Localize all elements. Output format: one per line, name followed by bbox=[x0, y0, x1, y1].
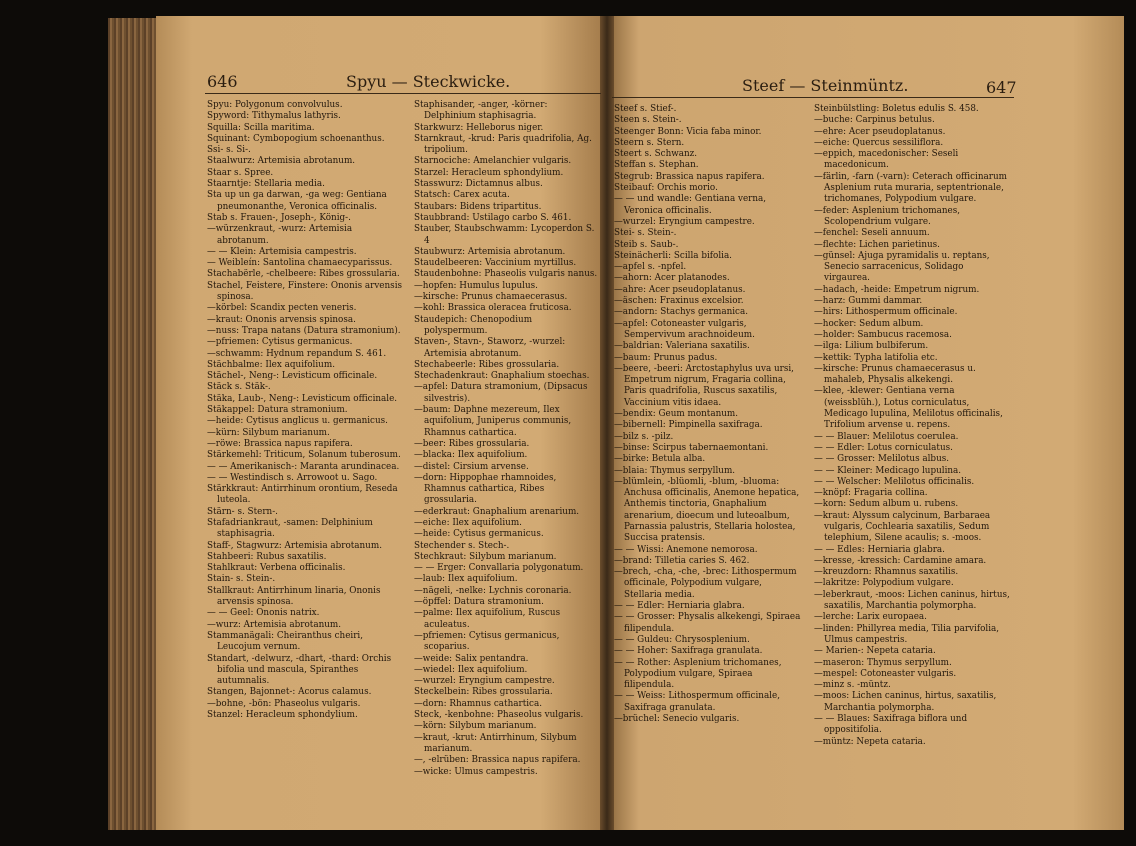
dictionary-entry: —dorn: Rhamnus cathartica. bbox=[414, 698, 543, 709]
dictionary-entry: —knöpf: Fragaria collina. bbox=[814, 488, 928, 499]
dictionary-entry: —röwe: Brassica napus rapifera. bbox=[207, 438, 353, 449]
dictionary-entry: Stäck s. Stäk-. bbox=[207, 382, 271, 393]
dictionary-entry: Steibauf: Orchis morio. bbox=[614, 183, 718, 194]
dictionary-entry: —maseron: Thymus serpyllum. bbox=[814, 657, 952, 668]
dictionary-entry: —kirsche: Prunus chamaecerasus u. mahaleb, Physalis alkekengi. bbox=[814, 363, 976, 386]
dictionary-entry: — — Erger: Convallaria polygonatum. bbox=[414, 563, 584, 574]
dictionary-entry: Steib s. Saub-. bbox=[614, 239, 679, 250]
dictionary-entry: Starnkraut, -krud: Paris quadrifolia, Ag. tripolium. bbox=[414, 133, 592, 156]
dictionary-entry: — — Kleiner: Medicago lupulina. bbox=[814, 465, 962, 476]
dictionary-entry: Steenger Bonn: Vicia faba minor. bbox=[614, 126, 762, 137]
dictionary-entry: —baum: Prunus padus. bbox=[614, 352, 718, 363]
dictionary-entry: —öpffel: Datura stramonium. bbox=[414, 597, 544, 608]
dictionary-entry: Staudenbohne: Phaseolis vulgaris nanus. bbox=[414, 269, 598, 280]
dictionary-entry: —holder: Sambucus racemosa. bbox=[814, 329, 952, 340]
dictionary-entry: —heide: Cytisus germanicus. bbox=[414, 529, 544, 540]
left-running-head: Spyu — Steckwicke. bbox=[346, 72, 511, 91]
dictionary-entry: Steinächerli: Scilla bifolia. bbox=[614, 250, 732, 261]
dictionary-entry: —körbel: Scandix pecten veneris. bbox=[207, 303, 357, 314]
dictionary-entry: —bendix: Geum montanum. bbox=[614, 409, 739, 420]
dictionary-entry: —wurzel: Eryngium campestre. bbox=[414, 676, 555, 687]
dictionary-entry: — — Weiss: Lithospermum officinale, Saxifraga granulata. bbox=[614, 691, 780, 713]
dictionary-entry: Stegrub: Brassica napus rapifera. bbox=[614, 171, 765, 182]
dictionary-entry: —wicke: Ulmus campestris. bbox=[414, 766, 538, 777]
dictionary-entry: Stafadriankraut, -samen: Delphinium staphisagria. bbox=[207, 517, 373, 540]
dictionary-entry: —buche: Carpinus betulus. bbox=[814, 115, 935, 126]
dictionary-entry: —bibernell: Pimpinella saxifraga. bbox=[614, 420, 763, 431]
dictionary-entry: —kirsche: Prunus chamaecerasus. bbox=[414, 292, 568, 303]
dictionary-entry: Stäkappel: Datura stramonium. bbox=[207, 405, 348, 416]
dictionary-entry: Steffan s. Stephan. bbox=[614, 160, 699, 171]
dictionary-entry: —beere, -beeri: Arctostaphylus uva ursi, Empetrum nigrum, Fragaria collina, Paris quadrifolia, Ruscus saxatilis, Vaccinium vitis idaea. bbox=[614, 363, 794, 408]
dictionary-entry: —distel: Cirsium arvense. bbox=[414, 461, 529, 472]
left-column-1 bbox=[207, 100, 405, 721]
dictionary-entry: Stachabërle, -chelbeere: Ribes grossularia. bbox=[207, 269, 400, 280]
dictionary-entry: Stechender s. Stech-. bbox=[414, 540, 510, 551]
dictionary-entry: —kraut: Alyssum calycinum, Barbaraea vulgaris, Cochlearia saxatilis, Sedum telephium, Silene acaulis; s. -moos. bbox=[814, 510, 991, 544]
dictionary-entry: —brech, -cha, -che, -brec: Lithospermum officinale, Polypodium vulgare, Stellaria media. bbox=[614, 567, 797, 600]
dictionary-entry: Stallkraut: Antirrhinum linaria, Ononis arvensis spinosa. bbox=[207, 585, 381, 608]
dictionary-entry: — — Grosser: Melilotus albus. bbox=[814, 454, 950, 465]
dictionary-entry: Steef s. Stief-. bbox=[614, 104, 677, 114]
dictionary-entry: —bilz s. -pilz. bbox=[614, 431, 674, 442]
dictionary-entry: Stechabeerle: Ribes grossularia. bbox=[414, 359, 560, 370]
dictionary-entry: —feder: Asplenium trichomanes, Scolopendrium vulgare. bbox=[814, 205, 961, 227]
dictionary-entry: —lerche: Larix europaea. bbox=[814, 612, 927, 623]
dictionary-entry: —äschen: Fraxinus excelsior. bbox=[614, 296, 744, 307]
dictionary-entry: Starzel: Heracleum sphondylium. bbox=[414, 167, 564, 178]
dictionary-entry: —kresse, -kressich: Cardamine amara. bbox=[814, 555, 987, 566]
dictionary-entry: —heide: Cytisus anglicus u. germanicus. bbox=[207, 416, 388, 427]
page-edges bbox=[108, 18, 156, 830]
dictionary-entry: —körn: Silybum marianum. bbox=[414, 721, 537, 732]
right-column-2 bbox=[814, 104, 1012, 748]
dictionary-entry: — — Rother: Asplenium trichomanes, Polypodium vulgare, Spiraea filipendula. bbox=[614, 657, 782, 691]
dictionary-entry: —bohne, -bön: Phaseolus vulgaris. bbox=[207, 698, 361, 709]
dictionary-entry: Staar s. Spree. bbox=[207, 167, 274, 178]
dictionary-entry: —leberkraut, -moos: Lichen caninus, hirtus, saxatilis, Marchantia polymorpha. bbox=[814, 589, 1010, 612]
left-page-number: 646 bbox=[207, 72, 238, 91]
dictionary-entry: —apfel: Datura stramonium, (Dipsacus silvestris). bbox=[414, 382, 588, 404]
left-column-2 bbox=[414, 100, 598, 778]
dictionary-entry: —ilga: Lilium bulbiferum. bbox=[814, 341, 929, 352]
dictionary-entry: Stärkkraut: Antirrhinum orontium, Reseda luteola. bbox=[207, 484, 398, 506]
right-header-rule bbox=[612, 97, 1014, 98]
dictionary-entry: Stächel-, Neng-: Levisticum officinale. bbox=[207, 371, 378, 382]
dictionary-entry: —hopfen: Humulus lupulus. bbox=[414, 280, 538, 291]
dictionary-entry: —birke: Betula alba. bbox=[614, 454, 706, 465]
dictionary-entry: Staff-, Stagwurz: Artemisia abrotanum. bbox=[207, 540, 382, 551]
dictionary-entry: Stächbalme: Ilex aquifolium. bbox=[207, 359, 335, 370]
dictionary-entry: Stachel, Feistere, Finstere: Ononis arvensis spinosa. bbox=[207, 280, 403, 303]
dictionary-entry: —brand: Tilletia caries S. 462. bbox=[614, 555, 750, 566]
dictionary-entry: —nägeli, -nelke: Lychnis coronaria. bbox=[414, 585, 572, 596]
right-running-head: Steef — Steinmüntz. bbox=[742, 76, 909, 95]
right-page-number: 647 bbox=[986, 78, 1017, 97]
dictionary-entry: —ahre: Acer pseudoplatanus. bbox=[614, 284, 746, 295]
dictionary-entry: —linden: Phillyrea media, Tilia parvifolia, Ulmus campestris. bbox=[814, 623, 1000, 645]
dictionary-entry: —wiedel: Ilex aquifolium. bbox=[414, 664, 528, 675]
dictionary-entry: Staudерich: Chenopodium polyspermum. bbox=[414, 314, 533, 336]
dictionary-entry: — — Amerikanisch-: Maranta arundinacea. bbox=[207, 461, 400, 472]
dictionary-entry: —palme: Ilex aquifolium, Ruscus aculeatus. bbox=[414, 608, 561, 630]
dictionary-entry: Staalwurz: Artemisia abrotanum. bbox=[207, 156, 356, 167]
dictionary-entry: —pfriemen: Cytisus germanicus. bbox=[207, 337, 353, 348]
dictionary-entry: Stauber, Staubschwamm: Lycoperdon S. 4 bbox=[414, 224, 595, 246]
dictionary-entry: —baum: Daphne mezereum, Ilex aquifolium, Juniperus communis, Rhamnus cathartica. bbox=[414, 405, 572, 438]
dictionary-entry: —kettik: Typha latifolia etc. bbox=[814, 352, 938, 363]
dictionary-entry: Steinbülstling: Boletus edulis S. 458. bbox=[814, 104, 979, 114]
dictionary-entry: —dorn: Hippophae rhamnoides, Rhamnus cathartica, Ribes grossularia. bbox=[414, 472, 557, 506]
dictionary-entry: —fenchel: Seseli annuum. bbox=[814, 228, 930, 239]
dictionary-entry: Statsch: Carex acuta. bbox=[414, 190, 510, 201]
dictionary-entry: — — Blaues: Saxifraga biflora und oppositifolia. bbox=[814, 714, 968, 736]
dictionary-entry: —ahorn: Acer platanodes. bbox=[614, 273, 730, 284]
dictionary-entry: —würzenkraut, -wurz: Artemisia abrotanum. bbox=[207, 224, 353, 246]
dictionary-entry: Starkwurz: Helleborus niger. bbox=[414, 122, 544, 133]
dictionary-entry: —kreuzdorn: Rhamnus saxatilis. bbox=[814, 567, 959, 578]
dictionary-entry: Steert s. Schwanz. bbox=[614, 149, 698, 160]
dictionary-entry: —kohl: Brassica oleracea fruticosa. bbox=[414, 303, 572, 314]
dictionary-entry: Stammanägali: Cheiranthus cheiri, Leucojum vernum. bbox=[207, 630, 364, 653]
dictionary-entry: Starnociche: Amelanchier vulgaris. bbox=[414, 156, 572, 167]
dictionary-entry: Staven-, Stavn-, Staworz, -wurzel: Artemisia abrotanum. bbox=[414, 337, 566, 359]
dictionary-entry: Staubars: Bidens tripartitus. bbox=[414, 201, 542, 212]
dictionary-entry: Steen s. Stein-. bbox=[614, 115, 682, 126]
dictionary-entry: —apfel: Cotoneaster vulgaris, Sempervivum arachnoideum. bbox=[614, 318, 755, 340]
dictionary-entry: — — Wissi: Anemone nemorosa. bbox=[614, 544, 758, 555]
dictionary-entry: — — Edles: Herniaria glabra. bbox=[814, 544, 945, 555]
dictionary-entry: —blacka: Ilex aquifolium. bbox=[414, 450, 528, 461]
dictionary-entry: — — und wandle: Gentiana verna, Veronica officinalis. bbox=[614, 194, 767, 216]
dictionary-entry: Stahbeeri: Rubus saxatilis. bbox=[207, 551, 327, 562]
dictionary-entry: —schwamm: Hydnum repandum S. 461. bbox=[207, 348, 387, 359]
dictionary-entry: Stäka, Laub-, Neng-: Levisticum officinale. bbox=[207, 393, 398, 404]
dictionary-entry: —kraut, -krut: Antirrhinum, Silybum marianum. bbox=[414, 732, 577, 754]
dictionary-entry: Stei- s. Stein-. bbox=[614, 228, 677, 239]
dictionary-entry: —mespel: Cotoneaster vulgaris. bbox=[814, 668, 957, 679]
dictionary-entry: Squinant: Cymbopogium schoenanthus. bbox=[207, 133, 385, 144]
dictionary-entry: Staudelbeeren: Vaccinium myrtillus. bbox=[414, 258, 577, 269]
dictionary-entry: —pfriemen: Cytisus germanicus, scoparius. bbox=[414, 630, 560, 653]
dictionary-entry: —apfel s. -npfel. bbox=[614, 262, 687, 273]
dictionary-entry: —färlin, -farn (-varn): Ceterach officinarum Asplenium ruta muraria, septentrionale, trichomanes, Polypodium vulgare. bbox=[814, 171, 1007, 205]
dictionary-entry: Stechkraut: Silybum marianum. bbox=[414, 551, 557, 562]
dictionary-entry: —andorn: Stachys germanica. bbox=[614, 307, 749, 318]
dictionary-entry: —flechte: Lichen parietinus. bbox=[814, 239, 940, 250]
dictionary-entry: —harz: Gummi dammar. bbox=[814, 296, 923, 307]
book-gutter bbox=[600, 16, 614, 830]
dictionary-entry: Staubbrand: Ustilago carbo S. 461. bbox=[414, 212, 572, 223]
dictionary-entry: — — Welscher: Melilotus officinalis. bbox=[814, 476, 975, 487]
dictionary-entry: Stahlkraut: Verbena officinalis. bbox=[207, 563, 346, 574]
dictionary-entry: —baldrian: Valeriana saxatilis. bbox=[614, 341, 750, 352]
dictionary-entry: —kraut: Ononis arvensis spinosa. bbox=[207, 314, 356, 325]
dictionary-entry: —korn: Sedum album u. rubens. bbox=[814, 499, 959, 510]
dictionary-entry: — — Edler: Lotus corniculatus. bbox=[814, 442, 953, 453]
dictionary-entry: —müntz: Nepeta cataria. bbox=[814, 736, 926, 747]
dictionary-entry: —weide: Salix pentandra. bbox=[414, 653, 529, 664]
dictionary-entry: — — Klein: Artemisia campestris. bbox=[207, 246, 357, 257]
dictionary-entry: —hirs: Lithospermum officinale. bbox=[814, 307, 958, 318]
dictionary-entry: Spyu: Polygonum convolvulus. bbox=[207, 100, 343, 110]
dictionary-entry: Ssi- s. Si-. bbox=[207, 145, 251, 156]
dictionary-entry: —laub: Ilex aquifolium. bbox=[414, 574, 518, 585]
dictionary-entry: Steern s. Stern. bbox=[614, 137, 685, 148]
dictionary-entry: — — Hoher: Saxifraga granulata. bbox=[614, 646, 763, 657]
dictionary-entry: —kürn: Silybum marianum. bbox=[207, 427, 330, 438]
dictionary-entry: —nuss: Trapa natans (Datura stramonium). bbox=[207, 325, 401, 336]
dictionary-entry: —klee, -klewer: Gentiana verna (weissblüh.), Lotus corniculatus, Medicago lupulina, Melilotus officinalis, Trifolium arvense u. repens. bbox=[814, 386, 1003, 431]
dictionary-entry: —blaia: Thymus serpyllum. bbox=[614, 465, 736, 476]
dictionary-entry: —ehre: Acer pseudoplatanus. bbox=[814, 126, 946, 137]
dictionary-entry: —günsel: Ajuga pyramidalis u. reptans, Senecio sarracenicus, Solidago virgaurea. bbox=[814, 250, 990, 284]
dictionary-entry: —eppich, macedonischer: Seseli macedonicum. bbox=[814, 149, 959, 171]
dictionary-entry: —, -elrüben: Brassica napus rapifera. bbox=[414, 755, 581, 766]
dictionary-entry: — — Westindisch s. Arrowoot u. Sago. bbox=[207, 472, 378, 483]
dictionary-entry: —wurzel: Eryngium campestre. bbox=[614, 216, 755, 227]
dictionary-entry: —moos: Lichen caninus, hirtus, saxatilis, Marchantia polymorpha. bbox=[814, 691, 997, 713]
dictionary-entry: Stärkemehl: Triticum, Solanum tuberosum. bbox=[207, 450, 401, 461]
dictionary-entry: — — Blauer: Melilotus coerulea. bbox=[814, 431, 959, 442]
left-header-rule bbox=[205, 93, 601, 94]
dictionary-entry: —wurz: Artemisia abrotanum. bbox=[207, 619, 342, 630]
dictionary-entry: —ederkraut: Gnaphalium arenarium. bbox=[414, 506, 580, 517]
dictionary-entry: Stangen, Bajonnet-: Acorus calamus. bbox=[207, 687, 372, 698]
right-column-1 bbox=[614, 104, 802, 725]
dictionary-entry: —hadach, -heide: Empetrum nigrum. bbox=[814, 284, 980, 295]
dictionary-entry: Stab s. Frauen-, Joseph-, König-. bbox=[207, 212, 351, 223]
dictionary-entry: Staubwurz: Artemisia abrotanum. bbox=[414, 246, 566, 257]
dictionary-entry: — — Guldeu: Chrysosplenium. bbox=[614, 634, 750, 645]
dictionary-entry: —binse: Scirpus tabernaemontani. bbox=[614, 442, 769, 453]
dictionary-entry: — — Grosser: Physalis alkekengi, Spiraea filipendula. bbox=[614, 612, 801, 634]
dictionary-entry: —brüchel: Senecio vulgaris. bbox=[614, 714, 740, 725]
dictionary-entry: Spyword: Tithymalus lathyris. bbox=[207, 111, 341, 122]
dictionary-entry: —hocker: Sedum album. bbox=[814, 318, 924, 329]
dictionary-entry: —lakritze: Polypodium vulgare. bbox=[814, 578, 954, 589]
dictionary-entry: Sta up un ga darwan, -ga weg: Gentiana pneumonanthe, Veronica officinalis. bbox=[207, 190, 387, 212]
dictionary-entry: Squilla: Scilla maritima. bbox=[207, 122, 315, 133]
dictionary-entry: Stain- s. Stein-. bbox=[207, 574, 276, 585]
dictionary-entry: Stasswurz: Dictamnus albus. bbox=[414, 179, 543, 190]
dictionary-entry: Standart, -delwurz, -dhart, -thard: Orchis bifolia und mascula, Spiranthes autumnalis. bbox=[207, 653, 392, 687]
dictionary-entry: Steckelbein: Ribes grossularia. bbox=[414, 687, 553, 698]
dictionary-entry: Steck, -kenbohne: Phaseolus vulgaris. bbox=[414, 710, 584, 721]
dictionary-entry: —minz s. -müntz. bbox=[814, 680, 891, 691]
dictionary-entry: —eiche: Quercus sessiliflora. bbox=[814, 137, 944, 148]
dictionary-entry: — — Edler: Herniaria glabra. bbox=[614, 601, 745, 612]
dictionary-entry: —beer: Ribes grossularia. bbox=[414, 438, 530, 449]
dictionary-entry: Stechadenkraut: Gnaphalium stoechas. bbox=[414, 371, 590, 382]
dictionary-entry: —blümlein, -blüomli, -blum, -bluoma: Anchusa officinalis, Anemone hepatica, Anthemis tinctoria, Gnaphalium arenarium, dioecum und luteoalbum, Parnassia palustris, Stellaria holostea, Succisa pratensis. bbox=[614, 476, 800, 544]
dictionary-entry: Stanzel: Heracleum sphondylium. bbox=[207, 710, 358, 721]
dictionary-entry: — — Geel: Ononis natrix. bbox=[207, 608, 320, 619]
dictionary-entry: — Marien-: Nepeta cataria. bbox=[814, 646, 936, 657]
dictionary-entry: Staphisander, -anger, -körner: Delphinium staphisagria. bbox=[414, 100, 548, 122]
dictionary-entry: Stärn- s. Stern-. bbox=[207, 506, 278, 517]
dictionary-entry: —eiche: Ilex aquifolium. bbox=[414, 517, 522, 528]
dictionary-entry: — Weibleín: Santolina chamaecyparissus. bbox=[207, 258, 393, 269]
dictionary-entry: Staarntje: Stellaria media. bbox=[207, 179, 325, 190]
